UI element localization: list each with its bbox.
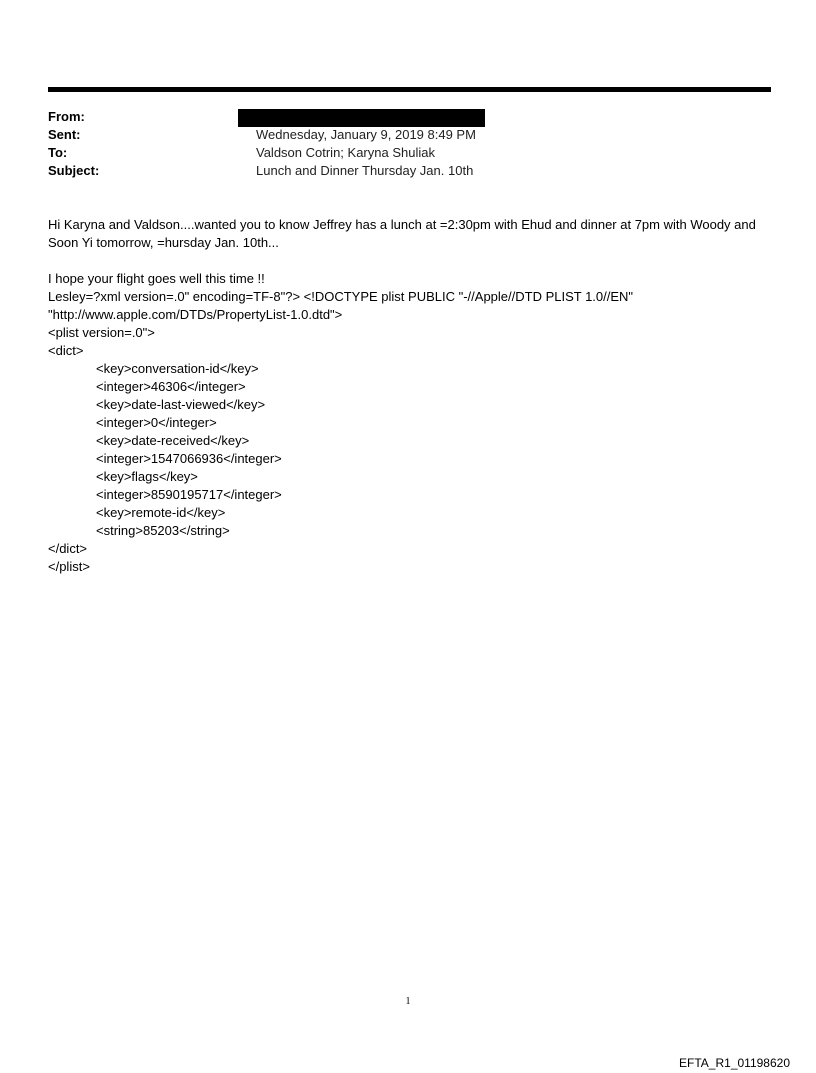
email-body — [48, 216, 778, 576]
dict-close-tag: </dict> — [48, 541, 88, 556]
subject-row — [48, 162, 771, 180]
from-label: From: — [48, 109, 85, 124]
document-id: EFTA_R1_01198620 — [679, 1056, 790, 1070]
sent-row — [48, 126, 771, 144]
plist-header-line: Lesley=?xml version=.0" encoding=TF-8"?> <!DOCTYPE plist PUBLIC "-//Apple//DTD PLIST 1.0//EN" — [48, 289, 634, 304]
paragraph-gap — [48, 252, 778, 270]
dict-line: <key>date-received</key> — [96, 433, 250, 448]
sent-value: Wednesday, January 9, 2019 8:49 PM — [256, 127, 476, 142]
dict-line: <string>85203</string> — [96, 523, 230, 538]
dict-line: <integer>8590195717</integer> — [96, 487, 282, 502]
plist-open-tag: <plist version=.0"> — [48, 325, 155, 340]
dict-line: <integer>0</integer> — [96, 415, 217, 430]
dict-line: <key>conversation-id</key> — [96, 361, 259, 376]
to-label: To: — [48, 145, 68, 160]
to-value: Valdson Cotrin; Karyna Shuliak — [256, 145, 435, 160]
header-divider — [48, 87, 771, 92]
redaction-block — [238, 109, 485, 127]
dict-line: <key>flags</key> — [96, 469, 198, 484]
subject-value: Lunch and Dinner Thursday Jan. 10th — [256, 163, 474, 178]
subject-label: Subject: — [48, 163, 100, 178]
body-paragraph-1: Hi Karyna and Valdson....wanted you to know Jeffrey has a lunch at =2:30pm with Ehud and dinner at 7pm with Woody and Soon Yi tomorrow, =hursday Jan. 10th... — [48, 217, 756, 250]
email-header — [48, 108, 771, 180]
body-paragraph-2: I hope your flight goes well this time !! — [48, 271, 265, 286]
dict-line: <integer>1547066936</integer> — [96, 451, 282, 466]
page-number: 1 — [405, 996, 411, 1007]
from-row — [48, 108, 771, 126]
dict-line: <integer>46306</integer> — [96, 379, 246, 394]
sent-label: Sent: — [48, 127, 81, 142]
dict-line: <key>date-last-viewed</key> — [96, 397, 266, 412]
dict-open-tag: <dict> — [48, 343, 84, 358]
plist-close-tag: </plist> — [48, 559, 90, 574]
to-row — [48, 144, 771, 162]
plist-dtd-line: "http://www.apple.com/DTDs/PropertyList-1.0.dtd"> — [48, 307, 343, 322]
dict-line: <key>remote-id</key> — [96, 505, 226, 520]
